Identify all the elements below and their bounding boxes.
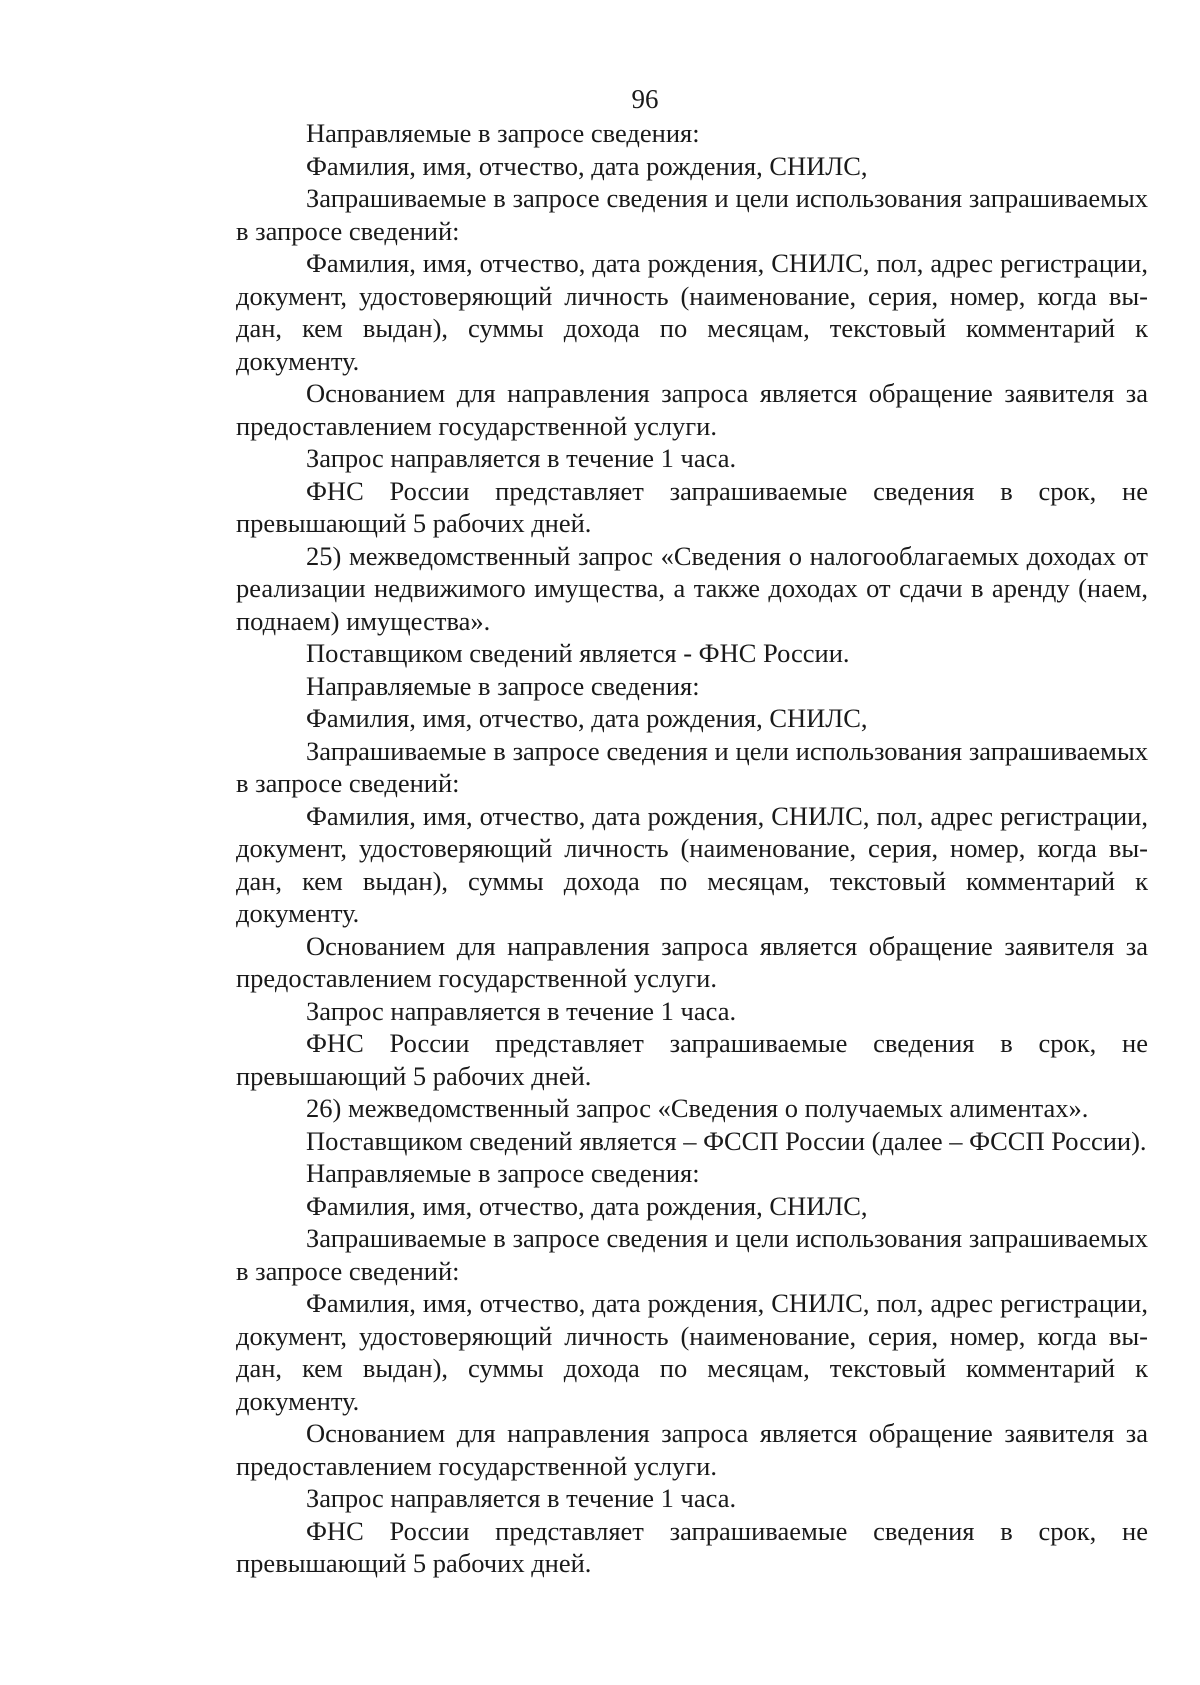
paragraph: Основанием для направления запроса является обращение заявителя за предоставлением государственной услуги. — [236, 1418, 1148, 1481]
paragraph: Запрос направляется в течение 1 часа. — [306, 995, 737, 1026]
paragraph: ФНС России представляет запрашиваемые сведения в срок, не превышающий 5 рабочих дней. — [236, 1515, 1148, 1578]
paragraph: Фамилия, имя, отчество, дата рождения, СНИЛС, пол, адрес регистрации, документ, удостоверяющий личность (наименование, серия, номер, когда вы-дан, кем выдан), суммы дохода по месяцам, текстовый комментарий к документу. — [236, 248, 1148, 376]
paragraph: Запрашиваемые в запросе сведения и цели использования запрашиваемых в запросе сведений: — [236, 183, 1148, 246]
paragraph: Запрашиваемые в запросе сведения и цели использования запрашиваемых в запросе сведений: — [236, 735, 1148, 798]
paragraph: Запрашиваемые в запросе сведения и цели использования запрашиваемых в запросе сведений: — [236, 1223, 1148, 1286]
page-number: 96 — [631, 84, 659, 114]
paragraph: Запрос направляется в течение 1 часа. — [306, 1483, 737, 1513]
paragraph: ФНС России представляет запрашиваемые сведения в срок, не превышающий 5 рабочих дней. — [236, 475, 1148, 538]
paragraph: Поставщиком сведений является – ФССП России (далее – ФССП России). — [306, 1125, 1147, 1156]
paragraph: Направляемые в запросе сведения: — [306, 118, 700, 148]
paragraph: Фамилия, имя, отчество, дата рождения, СНИЛС, — [306, 703, 868, 733]
paragraph: Основанием для направления запроса является обращение заявителя за предоставлением государственной услуги. — [236, 378, 1148, 441]
paragraph: 26) межведомственный запрос «Сведения о получаемых алиментах». — [306, 1093, 1089, 1123]
paragraph: Поставщиком сведений является - ФНС России. — [306, 638, 850, 668]
paragraph: Фамилия, имя, отчество, дата рождения, СНИЛС, — [306, 150, 868, 181]
paragraph: 25) межведомственный запрос «Сведения о налогооблагаемых доходах от реализации недвижимого имущества, а также доходах от сдачи в аренду (наем, поднаем) имущества». — [236, 540, 1148, 636]
paragraph: Фамилия, имя, отчество, дата рождения, СНИЛС, пол, адрес регистрации, документ, удостоверяющий личность (наименование, серия, номер, когда вы-дан, кем выдан), суммы дохода по месяцам, текстовый комментарий к документу. — [236, 800, 1148, 928]
paragraph: Запрос направляется в течение 1 часа. — [306, 443, 737, 473]
document-body — [236, 117, 1148, 1580]
paragraph: Фамилия, имя, отчество, дата рождения, СНИЛС, — [306, 1190, 868, 1221]
paragraph: Фамилия, имя, отчество, дата рождения, СНИЛС, пол, адрес регистрации, документ, удостоверяющий личность (наименование, серия, номер, когда вы-дан, кем выдан), суммы дохода по месяцам, текстовый комментарий к документу. — [236, 1288, 1148, 1416]
paragraph: Основанием для направления запроса является обращение заявителя за предоставлением государственной услуги. — [236, 930, 1148, 993]
paragraph: Направляемые в запросе сведения: — [306, 1158, 700, 1188]
paragraph: ФНС России представляет запрашиваемые сведения в срок, не превышающий 5 рабочих дней. — [236, 1028, 1148, 1091]
paragraph: Направляемые в запросе сведения: — [306, 670, 700, 701]
